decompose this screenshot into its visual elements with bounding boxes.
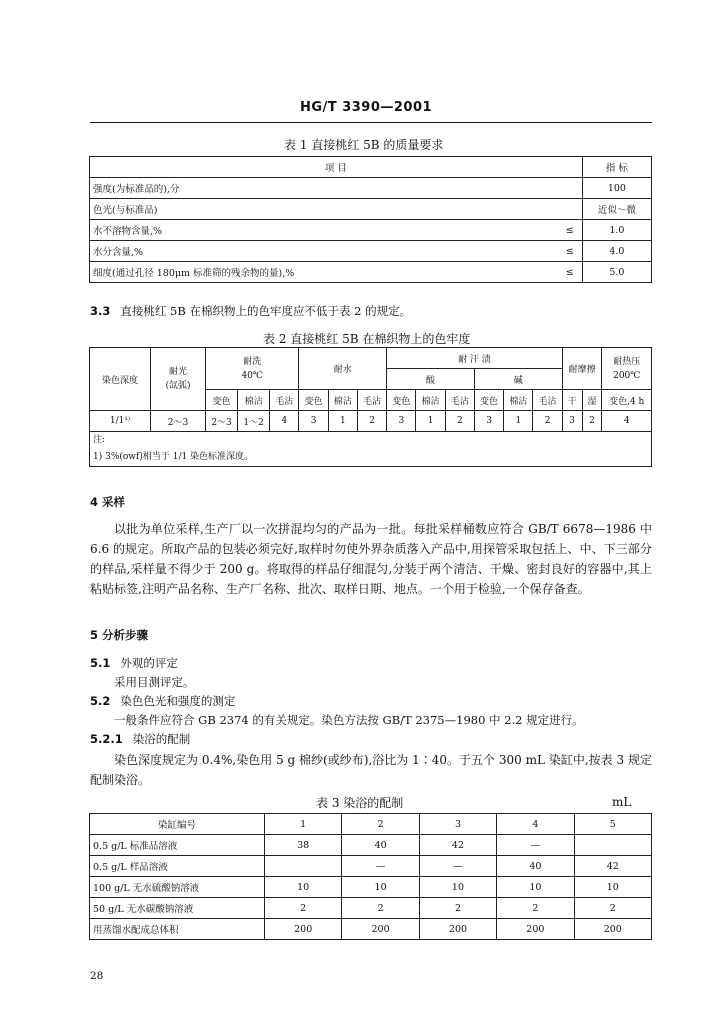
clause-5-2-1-text: 染色深度规定为 0.4%,染色用 5 g 棉纱(或纱布),浴比为 1∶40。于五个 300 mL 染缸中,按表 3 规定配制染浴。 <box>90 753 652 787</box>
table-row <box>90 898 652 919</box>
table3-cell: — <box>497 835 574 856</box>
table3-cell: — <box>419 856 496 877</box>
table2-cell: 1 <box>504 411 533 432</box>
table3-cell: 200 <box>419 919 496 940</box>
clause-5-1-number: 5.1 <box>90 656 111 670</box>
table1-item: 水分含量,% <box>90 241 558 262</box>
clause-5-2-1 <box>90 731 190 747</box>
table3-cell: 10 <box>419 877 496 898</box>
col-depth: 染色深度 <box>90 348 151 411</box>
table1-op: ≤ <box>558 220 583 241</box>
col-hot-label: 耐热压 <box>613 356 641 367</box>
standard-code: HG/T 3390—2001 <box>300 100 433 115</box>
section4-title: 4 采样 <box>90 495 126 509</box>
clause-5-2-1-number: 5.2.1 <box>90 732 123 746</box>
table3-cell: 40 <box>497 856 574 877</box>
table3-cell: 10 <box>574 877 651 898</box>
sub-header: 变色,4 h <box>602 390 652 411</box>
table1 <box>89 156 652 283</box>
col-water: 耐水 <box>299 348 387 390</box>
section5-title: 5 分析步骤 <box>90 628 149 642</box>
table-row <box>90 432 652 467</box>
table-row <box>90 241 652 262</box>
sub-header: 变色 <box>387 390 416 411</box>
sub-header: 毛沾 <box>445 390 474 411</box>
table3-col: 3 <box>419 814 496 835</box>
table-row <box>90 814 652 835</box>
table3-col: 5 <box>574 814 651 835</box>
col-hot <box>602 348 652 390</box>
table2-caption: 表 2 直接桃红 5B 在棉织物上的色牢度 <box>263 332 471 346</box>
table3-cell: 10 <box>497 877 574 898</box>
table2-cell: 3 <box>387 411 416 432</box>
col-acid: 酸 <box>387 369 475 390</box>
table-row <box>90 178 652 199</box>
table2-cell: 2 <box>445 411 474 432</box>
table1-item: 细度(通过孔径 180μm 标准筛的残余物的量),% <box>90 262 558 283</box>
table1-op <box>558 199 583 220</box>
col-light-sub: (氙弧) <box>165 381 191 391</box>
col-wash <box>206 348 299 390</box>
sub-header: 干 <box>562 390 582 411</box>
clause-5-1 <box>90 655 178 671</box>
table2-note <box>90 432 652 467</box>
table3-cell: 10 <box>265 877 342 898</box>
table-row <box>90 411 652 432</box>
sub-header: 棉沾 <box>504 390 533 411</box>
table2-cell: 4 <box>602 411 652 432</box>
table3-cell <box>265 856 342 877</box>
table2-cell: 2 <box>357 411 386 432</box>
table3-cell: 200 <box>574 919 651 940</box>
clause-3-3-text: 直接桃红 5B 在棉织物上的色牢度应不低于表 2 的规定。 <box>120 304 412 318</box>
table1-op: ≤ <box>558 241 583 262</box>
table2 <box>89 347 652 467</box>
table2-note-text: 1) 3%(owf)相当于 1/1 染色标准深度。 <box>93 452 254 462</box>
sub-header: 棉沾 <box>416 390 445 411</box>
table-row <box>90 835 652 856</box>
sub-header: 变色 <box>299 390 328 411</box>
table3-cell: 42 <box>419 835 496 856</box>
table-row <box>90 199 652 220</box>
table3-cell <box>574 835 651 856</box>
clause-5-2-number: 5.2 <box>90 694 111 708</box>
col-wash-temp: 40℃ <box>241 370 263 381</box>
sub-header: 毛沾 <box>357 390 386 411</box>
clause-3-3-number: 3.3 <box>90 304 111 318</box>
table2-cell: 3 <box>474 411 503 432</box>
col-wash-label: 耐洗 <box>243 356 262 367</box>
table3-caption: 表 3 染浴的配制 <box>316 796 404 810</box>
table3-cell: 10 <box>342 877 419 898</box>
table3-cell: 200 <box>265 919 342 940</box>
table2-cell: 3 <box>299 411 328 432</box>
table3-cell: 40 <box>342 835 419 856</box>
sub-header: 变色 <box>206 390 238 411</box>
table-row <box>90 262 652 283</box>
table1-value: 4.0 <box>582 241 651 262</box>
table1-op: ≤ <box>558 262 583 283</box>
table3 <box>89 813 652 940</box>
table1-item: 色光(与标准品) <box>90 199 558 220</box>
table1-col-item: 项 目 <box>90 157 583 178</box>
clause-3-3 <box>90 303 411 319</box>
page-number: 28 <box>90 970 104 982</box>
sub-header: 变色 <box>474 390 503 411</box>
table3-head-label: 染缸编号 <box>90 814 265 835</box>
table1-op <box>558 178 583 199</box>
table2-cell: 3 <box>562 411 582 432</box>
table1-caption: 表 1 直接桃红 5B 的质量要求 <box>284 138 444 152</box>
table3-cell: 2 <box>419 898 496 919</box>
col-hot-temp: 200℃ <box>613 370 641 381</box>
table3-cell: 2 <box>342 898 419 919</box>
table2-cell: 1 <box>416 411 445 432</box>
table2-cell: 4 <box>270 411 299 432</box>
table3-unit: mL <box>612 795 632 809</box>
table3-cell: 42 <box>574 856 651 877</box>
header-rule <box>90 122 652 123</box>
col-light <box>151 348 206 411</box>
table2-cell: 2～3 <box>206 411 238 432</box>
table1-item: 水不溶物含量,% <box>90 220 558 241</box>
table1-value: 100 <box>582 178 651 199</box>
table2-cell: 1 <box>328 411 357 432</box>
table-row <box>90 919 652 940</box>
table-row <box>90 877 652 898</box>
col-alkali: 碱 <box>474 369 562 390</box>
table3-cell: 2 <box>574 898 651 919</box>
table3-row-label: 0.5 g/L 标准品溶液 <box>90 835 265 856</box>
clause-5-1-text: 采用目测评定。 <box>114 675 195 689</box>
table3-cell: — <box>342 856 419 877</box>
table1-item: 强度(为标准品的),分 <box>90 178 558 199</box>
table3-col: 4 <box>497 814 574 835</box>
clause-5-2-text: 一般条件应符合 GB 2374 的有关规定。染色方法按 GB/T 2375—1980 中 2.2 规定进行。 <box>114 713 584 727</box>
section4-paragraph: 以批为单位采样,生产厂以一次拼混均匀的产品为一批。每批采样桶数应符合 GB/T 6678—1986 中 6.6 的规定。所取产品的包装必须完好,取样时勿使外界杂质落入产品中,用探管采取包括上、中、下三部分的样品,采样量不得少于 200 g。将取得的样品仔细混匀,分装于两个清洁、干燥、密封良好的容器中,其上粘贴标签,注明产品名称、生产厂名称、批次、取样日期、地点。一个用于检验,一个保存备查。 <box>90 522 652 596</box>
sub-header: 湿 <box>582 390 602 411</box>
table3-col: 1 <box>265 814 342 835</box>
table1-value: 5.0 <box>582 262 651 283</box>
sub-header: 棉沾 <box>238 390 270 411</box>
table-row <box>90 220 652 241</box>
clause-5-2-title: 染色色光和强度的测定 <box>120 694 236 708</box>
table2-cell: 2～3 <box>151 411 206 432</box>
table3-cell: 200 <box>497 919 574 940</box>
table2-cell: 2 <box>533 411 562 432</box>
sub-header: 毛沾 <box>270 390 299 411</box>
table1-value: 1.0 <box>582 220 651 241</box>
table3-cell: 200 <box>342 919 419 940</box>
table3-row-label: 50 g/L 无水碳酸钠溶液 <box>90 898 265 919</box>
col-light-label: 耐光 <box>168 367 187 377</box>
clause-5-1-title: 外观的评定 <box>120 656 178 670</box>
table2-cell: 1/1¹⁾ <box>90 411 151 432</box>
table-row <box>90 157 652 178</box>
table3-cell: 2 <box>265 898 342 919</box>
table1-value: 近似～微 <box>582 199 651 220</box>
table2-cell: 2 <box>582 411 602 432</box>
clause-5-2 <box>90 693 235 709</box>
col-sweat: 耐 汗 渍 <box>387 348 563 369</box>
table3-row-label: 0.5 g/L 样品溶液 <box>90 856 265 877</box>
table3-cell: 38 <box>265 835 342 856</box>
col-rub: 耐摩擦 <box>562 348 602 390</box>
table2-cell: 1～2 <box>238 411 270 432</box>
sub-header: 棉沾 <box>328 390 357 411</box>
table-row <box>90 348 652 369</box>
table3-row-label: 用蒸馏水配成总体积 <box>90 919 265 940</box>
clause-5-2-1-title: 染浴的配制 <box>132 732 191 746</box>
table3-cell: 2 <box>497 898 574 919</box>
table1-col-index: 指 标 <box>582 157 651 178</box>
sub-header: 毛沾 <box>533 390 562 411</box>
table2-note-label: 注: <box>93 435 106 445</box>
table-row <box>90 856 652 877</box>
table3-row-label: 100 g/L 无水硫酸钠溶液 <box>90 877 265 898</box>
table3-col: 2 <box>342 814 419 835</box>
